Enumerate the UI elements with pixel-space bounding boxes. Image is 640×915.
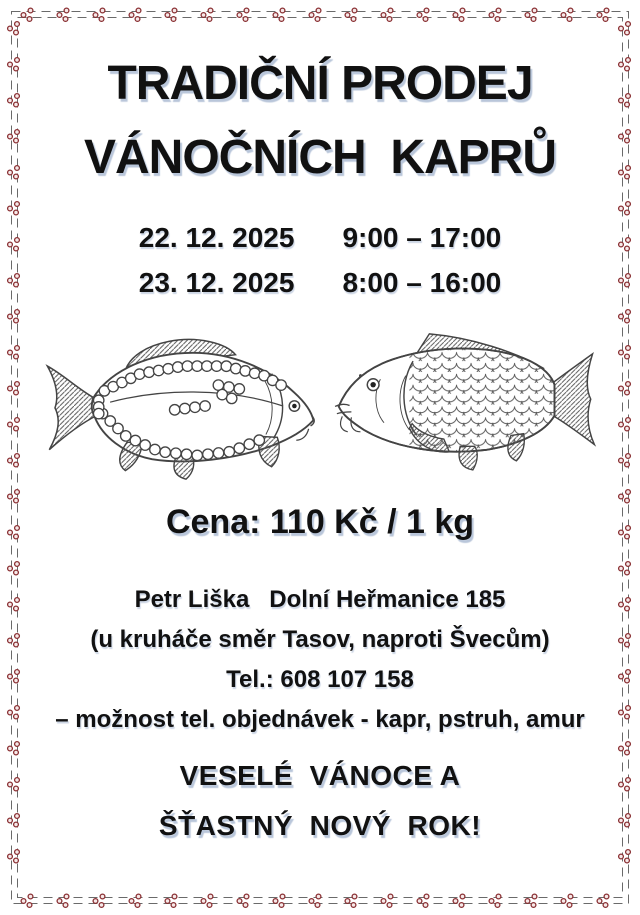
- directions-line: (u kruháče směr Tasov, naproti Švecům): [90, 626, 550, 653]
- seller-name-address: Petr Liška Dolní Heřmanice 185: [134, 586, 506, 613]
- schedule-row: [0, 267, 640, 299]
- sale-hours: 8:00 – 16:00: [342, 267, 502, 298]
- sale-date: 22. 12. 2025: [138, 222, 295, 253]
- orders-note-line: – možnost tel. objednávek - kapr, pstruh, amur: [55, 706, 585, 733]
- schedule-row: [0, 222, 640, 254]
- greeting-line2: ŠŤASTNÝ NOVÝ ROK!: [158, 810, 482, 841]
- greeting-line1: VESELÉ VÁNOCE A: [179, 760, 461, 791]
- sale-date: 23. 12. 2025: [138, 267, 295, 298]
- price-line: Cena: 110 Kč / 1 kg: [165, 503, 475, 541]
- poster-title-line1: TRADIČNÍ PRODEJ: [107, 57, 533, 110]
- phone-line: Tel.: 608 107 158: [226, 666, 414, 693]
- poster-title-line2: VÁNOČNÍCH KAPRŮ: [83, 131, 556, 184]
- sale-hours: 9:00 – 17:00: [342, 222, 502, 253]
- common-carp-image: [326, 328, 598, 474]
- mirror-carp-image: [36, 330, 321, 482]
